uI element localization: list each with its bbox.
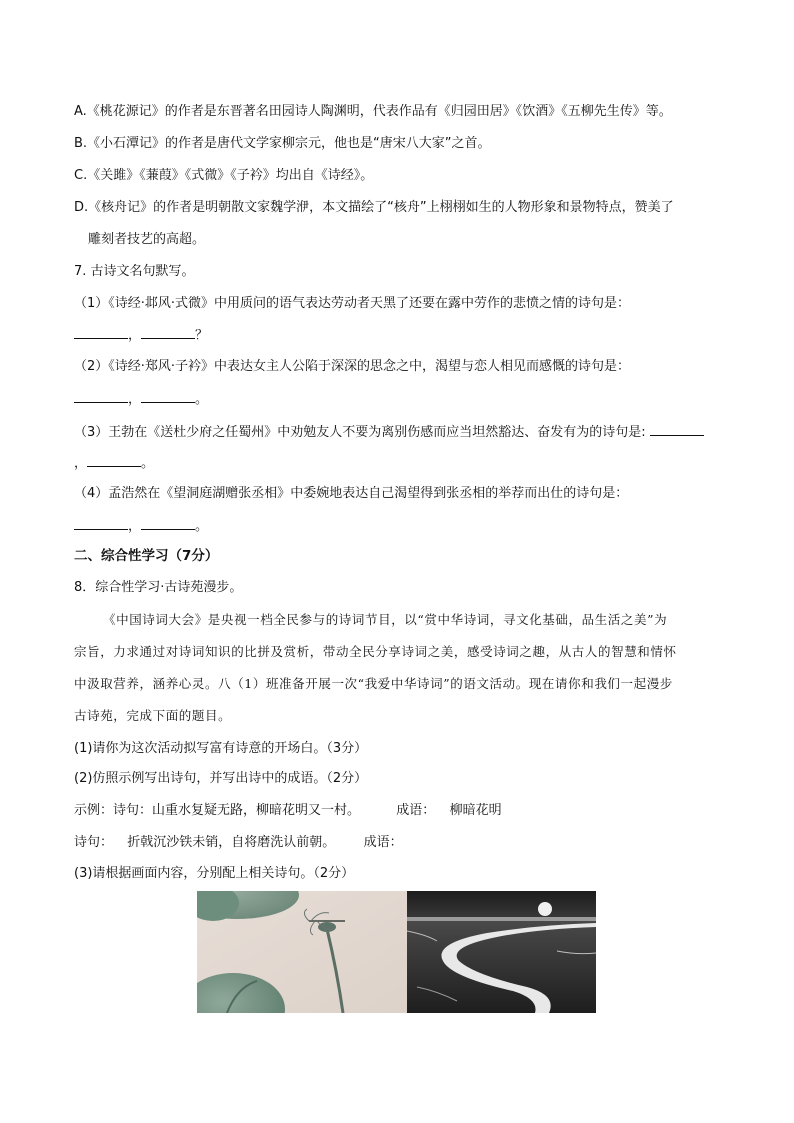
- example-idiom: 柳暗花明: [449, 803, 502, 818]
- q7-prompt-3: [74, 422, 704, 442]
- answer-blank[interactable]: [650, 422, 704, 436]
- section-heading: 二、综合性学习（7分）: [74, 548, 219, 564]
- period: 。: [195, 519, 209, 534]
- option-b: B.《小石潭记》的作者是唐代文学家柳宗元，他也是“唐宋八大家”之首。: [74, 136, 491, 151]
- q7-answer-1: [74, 325, 208, 345]
- comma: ，: [128, 328, 142, 343]
- answer-blank[interactable]: [74, 389, 128, 403]
- comma: ，: [128, 392, 142, 407]
- poem-label: 诗句：: [74, 835, 114, 850]
- q7-prompt-1: （1）《诗经·邶风·式微》中用质问的语气表达劳动者天黑了还要在露中劳作的悲愤之情的诗句是：: [74, 296, 631, 311]
- passage-line: 古诗苑，完成下面的题目。: [74, 708, 232, 723]
- example-idiom-label: 成语：: [396, 803, 436, 818]
- example-line: [74, 802, 502, 820]
- passage-line: 《中国诗词大会》是央视一档全民参与的诗词节目，以“赏中华诗词，寻文化基础，品生活之美”为: [103, 612, 668, 627]
- answer-blank[interactable]: [141, 325, 195, 339]
- question-mark: ？: [195, 328, 209, 343]
- option-d: D.《核舟记》的作者是明朝散文家魏学洢，本文描绘了“核舟”上栩栩如生的人物形象和景物特点，赞美了: [74, 200, 674, 215]
- answer-blank[interactable]: [74, 325, 128, 339]
- q7-prompt-3-text: （3）王勃在《送杜少府之任蜀州》中劝勉友人不要为离别伤感而应当坦然豁达、奋发有为的诗句是:: [74, 425, 646, 440]
- q7-prompt-4: （4）孟浩然在《望洞庭湖赠张丞相》中委婉地表达自己渴望得到张丞相的举荐而出仕的诗句是：: [74, 486, 629, 501]
- q7-answer-2: [74, 389, 208, 409]
- q7-answer-3: [74, 453, 154, 473]
- q8-title: 8．综合性学习·古诗苑漫步。: [74, 580, 243, 595]
- sub-question-1: (1)请你为这次活动拟写富有诗意的开场白。（3分）: [74, 741, 368, 756]
- poem-text: 折戟沉沙铁未销，自将磨洗认前朝。: [127, 835, 336, 850]
- passage-line: 中汲取营养，涵养心灵。八（1）班准备开展一次“我爱中华诗词”的语文活动。现在请你和我们一起漫步: [74, 676, 673, 691]
- option-d-continued: 雕刻者技艺的高超。: [88, 232, 206, 247]
- idiom-label: 成语：: [363, 835, 403, 850]
- q7-title: 7. 古诗文名句默写。: [74, 264, 195, 279]
- option-c: C.《关雎》《蒹葭》《式微》《子衿》均出自《诗经》。: [74, 168, 374, 183]
- poem-line: [74, 834, 403, 852]
- answer-blank[interactable]: [141, 389, 195, 403]
- q7-answer-4: [74, 516, 208, 536]
- passage-line: 宗旨，力求通过对诗词知识的比拼及赏析，带动全民分享诗词之美，感受诗词之趣，从古人的智慧和情怀: [74, 644, 677, 659]
- period: 。: [195, 392, 209, 407]
- example-poem: 示例：诗句：山重水复疑无路，柳暗花明又一村。: [74, 803, 361, 818]
- answer-blank[interactable]: [141, 516, 195, 530]
- sub-question-2: (2)仿照示例写出诗句，并写出诗中的成语。（2分）: [74, 771, 368, 786]
- period: 。: [141, 456, 155, 471]
- lotus-dragonfly-image: [197, 891, 407, 1013]
- answer-blank[interactable]: [74, 516, 128, 530]
- sub-question-3: (3)请根据画面内容，分别配上相关诗句。（2分）: [74, 866, 355, 881]
- answer-blank[interactable]: [87, 453, 141, 467]
- comma: ，: [128, 519, 142, 534]
- comma: ，: [74, 456, 88, 471]
- option-a: A.《桃花源记》的作者是东晋著名田园诗人陶渊明，代表作品有《归园田居》《饮酒》《五柳先生传》等。: [74, 104, 672, 119]
- q7-prompt-2: （2）《诗经·郑风·子衿》中表达女主人公陷于深深的思念之中，渴望与恋人相见而感慨的诗句是：: [74, 359, 631, 374]
- river-sunset-image: [407, 891, 596, 1013]
